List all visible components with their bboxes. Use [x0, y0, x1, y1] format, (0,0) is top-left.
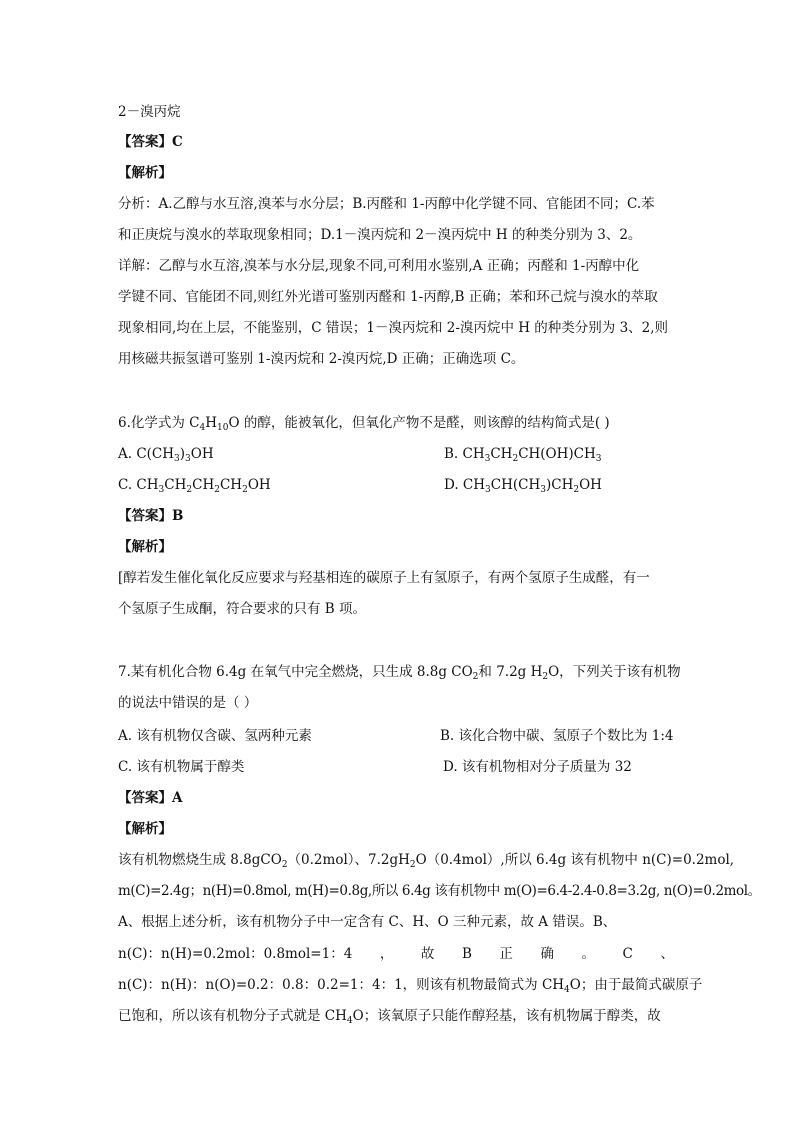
q6-option-d: D. $CH_3CH(CH_3)CH_2OH$ — [444, 477, 602, 495]
q7-explanation-line: A、根据上述分析，该有机物分子中一定含有 C、H、O 三种元素，故 A 错误。B、 — [118, 914, 617, 930]
analysis-line: 和正庚烷与溴水的萃取现象相同；D.1－溴丙烷和 2－溴丙烷中 H 的种类分别为 3、2。 — [118, 227, 642, 243]
prev-answer-item: 2－溴丙烷 — [118, 104, 181, 120]
detail-line: 详解：乙醇与水互溶,溴苯与水分层,现象不同,可利用水鉴别,A 正确；丙醛和 1-丙醇中化 — [118, 258, 640, 274]
question-7-stem: 7.某有机化合物 6.4g 在氧气中完全燃烧，只生成 8.8g $CO_2$和 7.2g $H_2O$，下列关于该有机物 — [118, 664, 681, 682]
q6-explanation-line: 个氢原子生成酮，符合要求的只有 B 项。 — [118, 601, 367, 617]
q7-explanation-line: 该有机物燃烧生成 8.8gCO$_2$（0.2mol）、$7.2gH_2O(0.4mol)$,所以 6.4g 该有机物中 n(C)=0.2mol, — [118, 852, 735, 870]
q6-explanation-line: [醇若发生催化氧化反应要求与羟基相连的碳原子上有氢原子，有两个氢原子生成醛，有一 — [118, 570, 650, 586]
q7-explanation-line: n(C)：n(H)：n(O)=0.2：0.8：0.2=1：4：1，则该有机物最简式为 $CH_4O$；由于最简式碳原子 — [118, 977, 703, 995]
q7-option-b: B. 该化合物中碳、氢原子个数比为 1:4 — [440, 728, 674, 744]
q6-analysis-label: 【解析】 — [118, 539, 172, 555]
detail-line: 现象相同,均在上层，不能鉴别，C 错误；1－溴丙烷和 2-溴丙烷中 H 的种类分别为 3、2,则 — [118, 320, 669, 336]
detail-line: 用核磁共振氢谱可鉴别 1-溴丙烷和 2-溴丙烷,D 正确；正确选项 C。 — [118, 351, 525, 367]
q7-option-c: C. 该有机物属于醇类 — [118, 759, 245, 775]
q7-option-d: D. 该有机物相对分子质量为 32 — [443, 759, 632, 775]
q7-explanation-line: n(C)：n(H)=0.2mol：0.8mol=1：4 ， 故 B 正 确 。 C 、 — [118, 946, 674, 962]
answer-label: 【答案】C — [118, 134, 183, 150]
q6-option-a: A. $C(CH_3)_3OH$ — [118, 446, 214, 464]
q6-option-b: B. $CH_3CH_2CH(OH)CH_3$ — [444, 446, 602, 464]
detail-line: 学键不同、官能团不同,则红外光谱可鉴别丙醛和 1-丙醇,B 正确；苯和环己烷与溴水的萃取 — [118, 289, 658, 305]
q7-explanation-line: m(C)=2.4g；n(H)=0.8mol, m(H)=0.8g,所以 6.4g 该有机物中 m(O)=6.4-2.4-0.8=3.2g, n(O)=0.2mol。 — [118, 883, 761, 899]
analysis-line: 分析：A.乙醇与水互溶,溴苯与水分层；B.丙醛和 1-丙醇中化学键不同、官能团不同；C.苯 — [118, 196, 655, 212]
q6-answer: 【答案】B — [118, 508, 184, 524]
q7-analysis-label: 【解析】 — [118, 821, 172, 837]
q7-option-a: A. 该有机物仅含碳、氢两种元素 — [118, 728, 312, 744]
analysis-label: 【解析】 — [118, 165, 172, 181]
q7-explanation-line: 已饱和，所以该有机物分子式就是 $CH_4O$；该氧原子只能作醇羟基，该有机物属于醇类，故 — [118, 1008, 661, 1026]
q6-option-c: C. $CH_3CH_2CH_2CH_2OH$ — [118, 477, 271, 495]
question-7-stem-cont: 的说法中错误的是（ ） — [118, 695, 258, 711]
q7-answer: 【答案】A — [118, 790, 183, 806]
question-6-stem: 6.化学式为 $C_4H_{10}O$ 的醇，能被氧化，但氧化产物不是醛，则该醇的结构简式是( ) — [118, 415, 610, 433]
